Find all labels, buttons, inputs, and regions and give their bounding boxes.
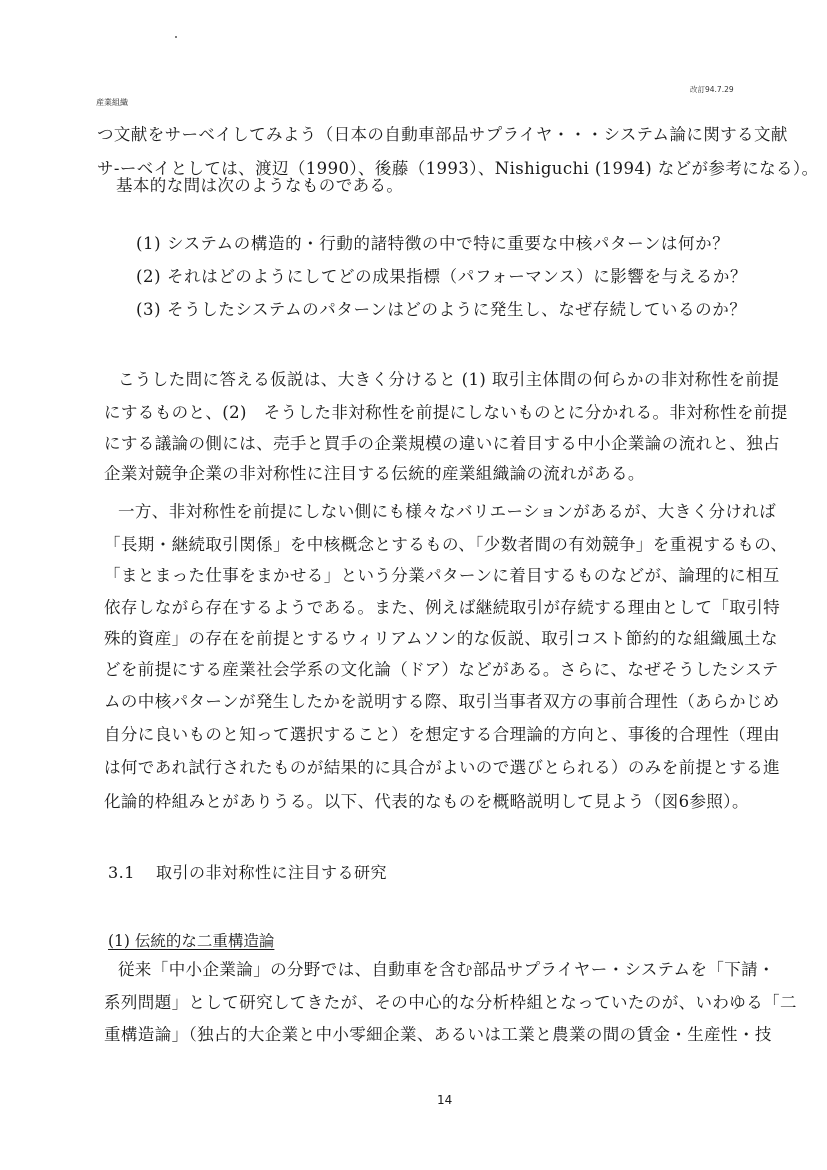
paragraph-line: 重構造論」（独占的大企業と中小零細企業、あるいは工業と農業の間の賃金・生産性・技 <box>104 1025 772 1044</box>
paragraph-line: 化論的枠組みとがありうる。以下、代表的なものを概略説明して見よう（図6参照）。 <box>104 792 749 811</box>
paragraph-line: 系列問題」として研究してきたが、その中心的な分析枠組となっていたのが、いわゆる「二 <box>104 993 797 1012</box>
paragraph-line: ムの中核パターンが発生したかを説明する際、取引当事者双方の事前合理性（あらかじめ <box>104 692 780 711</box>
subsection-heading: (1) 伝統的な二重構造論 <box>108 932 275 950</box>
revision-date: 改訂94.7.29 <box>690 85 734 94</box>
paragraph-line: どを前提にする産業社会学系の文化論（ドア）などがある。さらに、なぜそうしたシステ <box>104 660 779 679</box>
paragraph-line: にするものと、(2) そうした非対称性を前提にしないものとに分かれる。非対称性を前提 <box>104 403 788 422</box>
section-number: 3.1 <box>108 863 135 882</box>
paragraph-line: 「まとまった仕事をまかせる」という分業パターンに着目するものなどが、論理的に相互 <box>104 566 780 585</box>
intro-line: サ-ーベイとしては、渡辺（1990）、後藤（1993）、Nishiguchi (1994) などが参考になる）。 <box>97 159 819 178</box>
paragraph-line: 一方、非対称性を前提にしない側にも様々なバリエーションがあるが、大きく分ければ <box>118 502 777 521</box>
question-item: (1) システムの構造的・行動的諸特徴の中で特に重要な中核パターンは何か？ <box>136 234 730 253</box>
question-item: (3) そうしたシステムのパターンはどのように発生し、なぜ存続しているのか？ <box>136 300 747 319</box>
paragraph-line: にする議論の側には、売手と買手の企業規模の違いに着目する中小企業論の流れと、独占 <box>104 434 780 453</box>
paragraph-line: は何であれ試行されたものが結果的に具合がよいので選びとられる）のみを前提とする進 <box>104 758 780 777</box>
paragraph-line: 従来「中小企業論」の分野では、自動車を含む部品サプライヤー・システムを「下請・ <box>118 960 775 979</box>
question-item: (2) それはどのようにしてどの成果指標（パフォーマンス）に影響を与えるか？ <box>136 267 748 286</box>
paragraph-line: 「長期・継続取引関係」を中核概念とするもの、「少数者間の有効競争」を重視するもの、 <box>104 535 788 554</box>
paragraph-line: 依存しながら存在するようである。また、例えば継続取引が存続する理由として「取引特 <box>104 598 780 617</box>
intro-line: つ文献をサーベイしてみよう（日本の自動車部品サプライヤ・・・システム論に関する文献 <box>97 125 788 144</box>
header-tag: 産業組織 <box>96 98 128 107</box>
page-number: 14 <box>437 1093 453 1107</box>
scan-speck <box>175 36 177 38</box>
section-heading <box>108 860 387 883</box>
paragraph-line: 企業対競争企業の非対称性に注目する伝統的産業組織論の流れがある。 <box>104 464 645 483</box>
paragraph-line: こうした問に答える仮説は、大きく分けると (1) 取引主体間の何らかの非対称性を前提 <box>118 370 780 389</box>
paragraph-line: 自分に良いものと知って選択すること）を想定する合理論的方向と、事後的合理性（理由 <box>104 725 780 744</box>
intro-line: 基本的な問は次のようなものである。 <box>116 176 404 195</box>
section-title: 取引の非対称性に注目する研究 <box>156 863 388 882</box>
paragraph-line: 殊的資産」の存在を前提とするウィリアムソン的な仮説、取引コスト節約的な組織風土な <box>104 629 778 648</box>
